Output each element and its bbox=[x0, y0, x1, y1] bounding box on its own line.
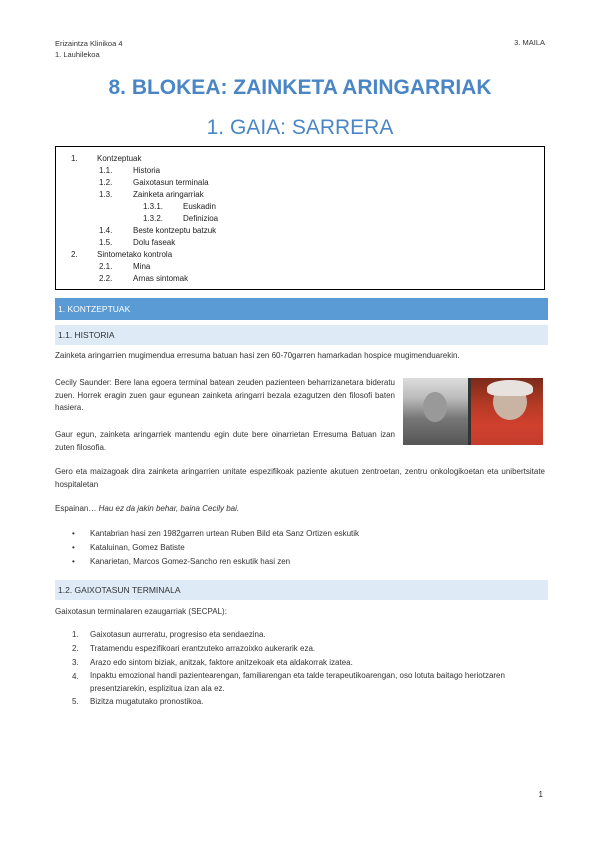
paragraph: Gero eta maizagoak dira zainketa aringarrien unitate espezifikoak paziente akutuen zentroetan, zentru onkologikoetan eta unibertsitate hospitaletan bbox=[55, 467, 545, 489]
list-item: 1. Gaixotasun aurreratu, progresiso eta sendaezina. bbox=[72, 630, 266, 639]
list-item: 2. Tratamendu espezifikoari erantzuteko arrazoixko aukerarik eza. bbox=[72, 644, 316, 653]
toc-item: 2.2. Arnas sintomak bbox=[99, 274, 189, 283]
list-item: • Kantabrian hasi zen 1982garren urtean Ruben Bild eta Sanz Ortizen eskutik bbox=[72, 529, 360, 538]
toc-item: 1.3. Zainketa aringarriak bbox=[99, 190, 204, 199]
toc-item: 1.1. Historia bbox=[99, 166, 161, 175]
running-header-right: 3. MAILA bbox=[514, 38, 545, 47]
section-heading-historia: 1.1. HISTORIA bbox=[55, 325, 548, 345]
running-header-left bbox=[55, 38, 123, 60]
table-of-contents bbox=[55, 146, 545, 290]
note-italic: Hau ez da jakin behar, baina Cecily bai. bbox=[98, 504, 240, 513]
toc-item: 1.5. Dolu faseak bbox=[99, 238, 176, 247]
semester: 1. Lauhilekoa bbox=[55, 50, 100, 59]
list-item: 5. Bizitza mugatutako pronostikoa. bbox=[72, 697, 204, 706]
paragraph bbox=[55, 503, 545, 516]
cecily-saunders-photo bbox=[403, 378, 543, 445]
paragraph-prefix: Espainan… bbox=[55, 504, 97, 513]
toc-item: 2. Sintometako kontrola bbox=[71, 250, 173, 259]
paragraph: Gaur egun, zainketa aringarriek mantendu egin dute bere oinarrietan Erresuma Batuan izan zuten filosofia. bbox=[55, 430, 395, 452]
paragraph: Cecily Saunder: Bere lana egoera terminal batean zeuden pazienteen beharrizanetara bideratu zuen. Horrek eragin zuen gaur egunean zainketa aringarri bezala ezagutzen den filosofi baten hasiera. bbox=[55, 378, 395, 412]
list-item: • Kataluinan, Gomez Batiste bbox=[72, 543, 185, 552]
page-number: 1 bbox=[538, 790, 543, 799]
toc-item: 1.2. Gaixotasun terminala bbox=[99, 178, 209, 187]
paragraph: Zainketa aringarrien mugimendua erresuma batuan hasi zen 60-70garren hamarkadan hospice mugimenduarekin. bbox=[55, 351, 460, 360]
block-title: 8. BLOKEA: ZAINKETA ARINGARRIAK bbox=[108, 76, 492, 99]
course-name: Erizaintza Klinikoa 4 bbox=[55, 39, 123, 48]
section-heading-kontzeptuak: 1. KONTZEPTUAK bbox=[55, 298, 548, 320]
list-item: 4. Inpaktu emozional handi pazientearengan, familiarengan eta talde terapeutikoarengan, oso lotuta baitago heriotzaren presentziarekin, esplizitua izan ala ez. bbox=[72, 671, 505, 693]
topic-title: 1. GAIA: SARRERA bbox=[206, 116, 394, 139]
toc-item: 1.3.1. Euskadin bbox=[143, 202, 216, 211]
list-item: 3. Arazo edo sintom biziak, anitzak, faktore anitzekoak eta aldakorrak izatea. bbox=[72, 658, 353, 667]
toc-item: 1. Kontzeptuak bbox=[71, 154, 142, 163]
toc-item: 1.3.2. Definizioa bbox=[143, 214, 219, 223]
toc-item: 2.1. Mina bbox=[99, 262, 151, 271]
numbered-list bbox=[72, 628, 544, 709]
bullet-list bbox=[72, 527, 359, 569]
portrait-elderly bbox=[471, 378, 543, 445]
list-item: • Kanarietan, Marcos Gomez-Sancho ren eskutik hasi zen bbox=[72, 557, 291, 566]
paragraph: Gaixotasun terminalaren ezaugarriak (SECPAL): bbox=[55, 607, 227, 616]
portrait-nurse bbox=[403, 378, 468, 445]
section-heading-gaixotasun: 1.2. GAIXOTASUN TERMINALA bbox=[55, 580, 548, 600]
toc-item: 1.4. Beste kontzeptu batzuk bbox=[99, 226, 217, 235]
